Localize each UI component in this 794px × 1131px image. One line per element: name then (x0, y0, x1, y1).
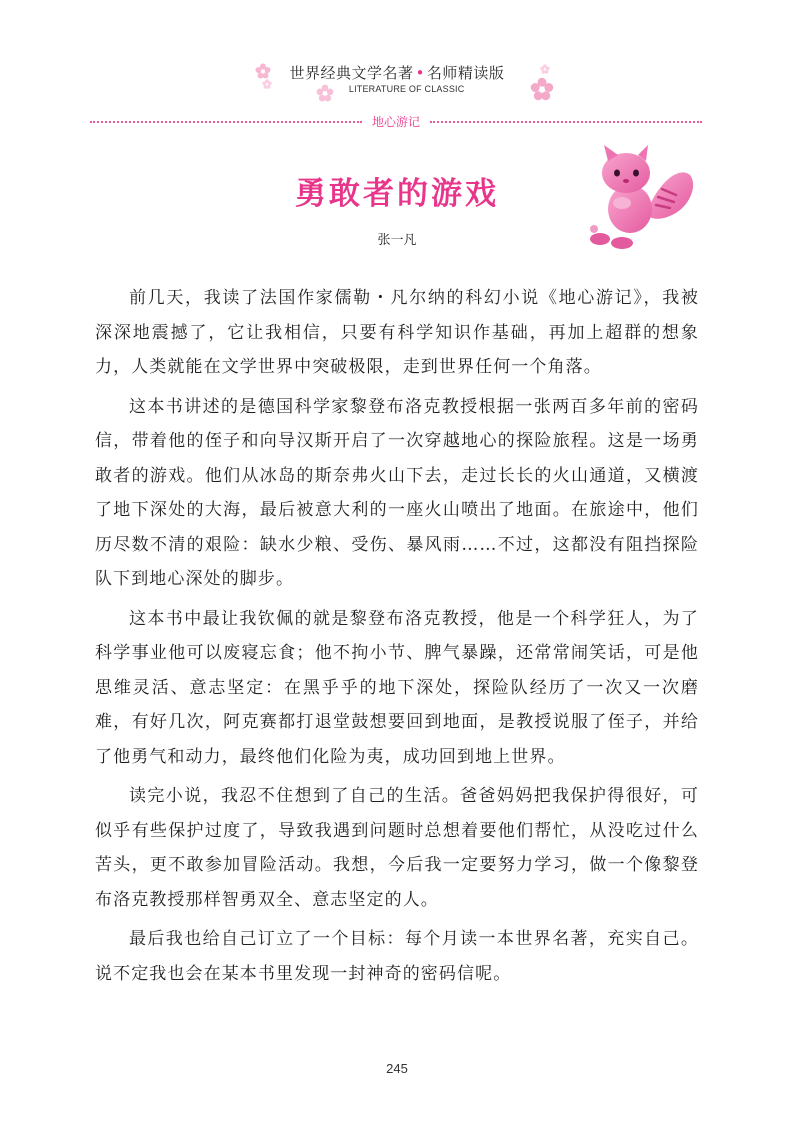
series-header (0, 62, 794, 94)
series-title-block (290, 62, 505, 94)
series-edition: 名师精读版 (426, 64, 505, 82)
series-title (290, 62, 505, 83)
divider-line-right (430, 121, 702, 123)
pink-squirrel-icon (586, 145, 698, 251)
paragraph: 前几天，我读了法国作家儒勒・凡尔纳的科幻小说《地心游记》，我被深深地震撼了，它让我相信，只要有科学知识作基础，再加上超群的想象力，人类就能在文学世界中突破极限，走到世界任何一个角落。 (95, 288, 699, 377)
article-author: 张一凡 (377, 233, 417, 248)
paragraph: 这本书讲述的是德国科学家黎登布洛克教授根据一张两百多年前的密码信，带着他的侄子和向导汉斯开启了一次穿越地心的探险旅程。这是一场勇敢者的游戏。他们从冰岛的斯奈弗火山下去，走过长长的火山通道，又横渡了地下深处的大海，最后被意大利的一座火山喷出了地面。在旅途中，他们历尽数不清的艰险：缺水少粮、受伤、暴风雨……不过，这都没有阻挡探险队下到地心深处的脚步。 (95, 396, 699, 589)
divider-line-left (90, 121, 362, 123)
section-label: 地心游记 (372, 114, 421, 129)
section-divider (90, 114, 702, 129)
page-number: 245 (386, 1061, 408, 1076)
article-title: 勇敢者的游戏 (295, 176, 499, 212)
paragraph: 读完小说，我忍不住想到了自己的生活。爸爸妈妈把我保护得很好，可似乎有些保护过度了，导致我遇到问题时总想着要他们帮忙，从没吃过什么苦头，更不敢参加冒险活动。我想，今后我一定要努力学习，做一个像黎登布洛克教授那样智勇双全、意志坚定的人。 (95, 786, 699, 910)
paragraph: 最后我也给自己订立了一个目标：每个月读一本世界名著，充实自己。说不定我也会在某本书里发现一封神奇的密码信呢。 (95, 929, 699, 984)
article-body (95, 281, 699, 996)
series-subtitle: LITERATURE OF CLASSIC (348, 84, 465, 94)
paragraph: 这本书中最让我钦佩的就是黎登布洛克教授，他是一个科学狂人，为了科学事业他可以废寝忘食；他不拘小节、脾气暴躁，还常常闹笑话，可是他思维灵活、意志坚定：在黑乎乎的地下深处，探险队经历了一次又一次磨难，有好几次，阿克赛都打退堂鼓想要回到地面，是教授说服了侄子，并给了他勇气和动力，最终他们化险为夷，成功回到地上世界。 (95, 608, 699, 767)
series-name: 世界经典文学名著 (289, 64, 414, 82)
series-dot: • (415, 64, 425, 82)
